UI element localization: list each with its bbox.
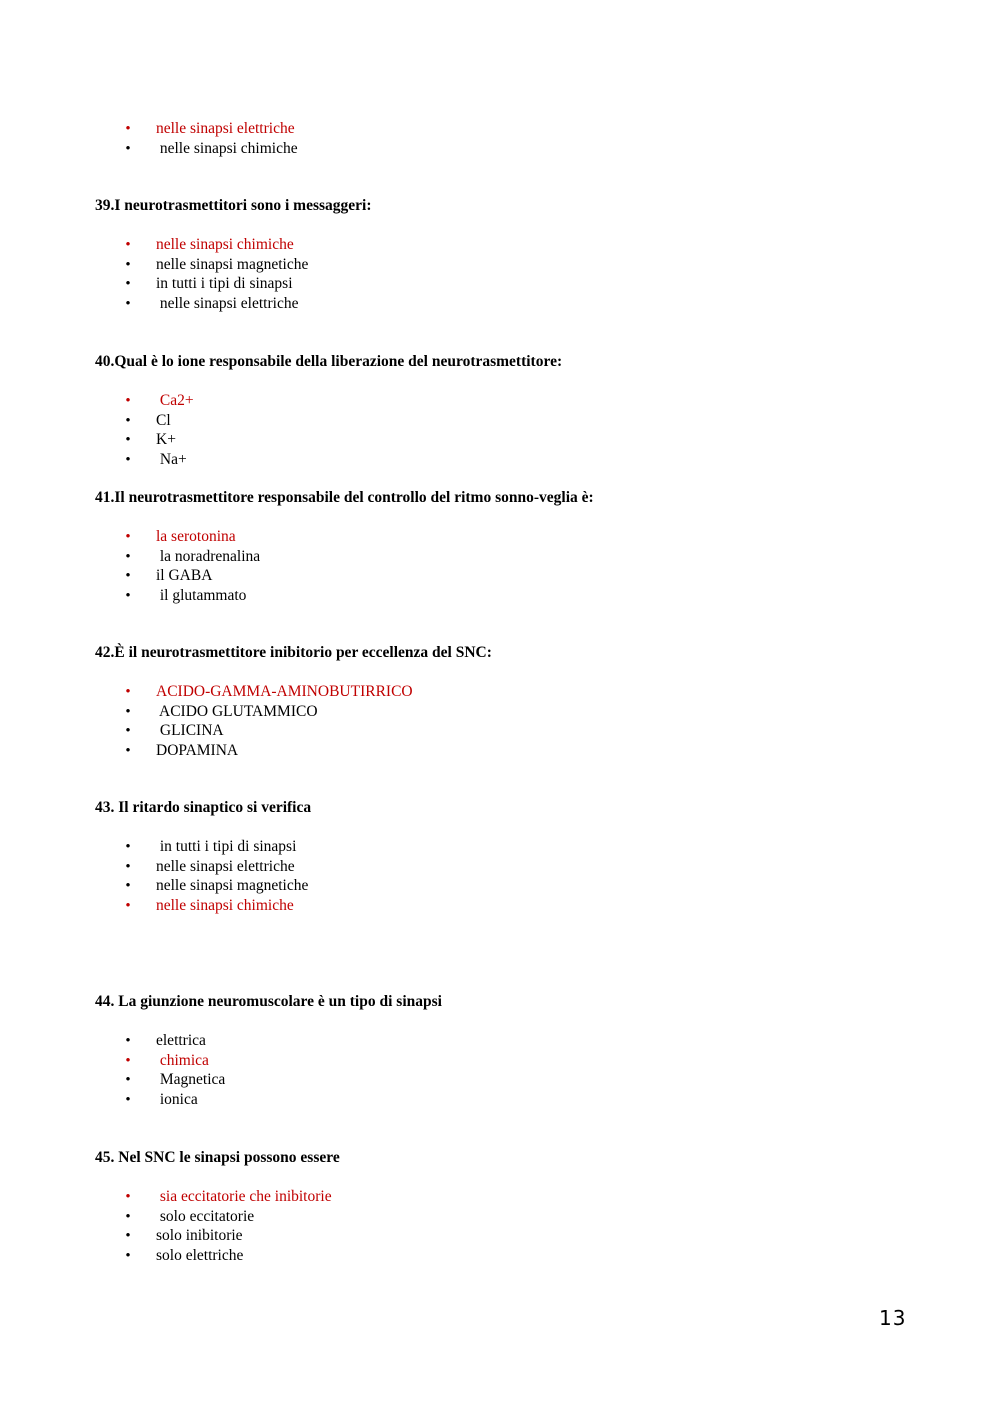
bullet-icon: • <box>125 587 131 604</box>
option-text: ionica <box>156 1090 198 1108</box>
bullet-icon: • <box>125 1208 131 1225</box>
bullet-icon: • <box>125 548 131 565</box>
bullet-icon: • <box>125 1228 131 1244</box>
option-text: solo eccitatorie <box>156 1207 255 1225</box>
bullet-icon: • <box>125 1052 131 1069</box>
bullet-icon: • <box>125 703 131 720</box>
bullet-icon: • <box>125 897 131 914</box>
page-number: 13 <box>879 1306 907 1330</box>
bullet-icon: • <box>125 568 131 584</box>
option-text: Na+ <box>156 450 187 468</box>
bullet-icon: • <box>125 529 131 545</box>
bullet-icon: • <box>125 295 131 312</box>
bullet-icon: • <box>125 140 131 157</box>
bullet-icon: • <box>125 723 131 739</box>
bullet-icon: • <box>125 276 131 292</box>
bullet-icon: • <box>125 1091 131 1108</box>
bullet-icon: • <box>125 878 131 894</box>
option-text: nelle sinapsi elettriche <box>156 294 299 312</box>
option-text: in tutti i tipi di sinapsi <box>156 838 297 855</box>
bullet-icon: • <box>125 256 131 273</box>
option-text: il glutammato <box>156 586 247 604</box>
bullet-icon: • <box>125 237 131 253</box>
option-text: GLICINA <box>156 722 224 739</box>
option-text: la serotonina <box>156 528 236 545</box>
option-text: Magnetica <box>156 1071 226 1088</box>
option-text: la noradrenalina <box>156 547 261 565</box>
bullet-icon: • <box>125 1033 131 1049</box>
question-title: 40.Qual è lo ione responsabile della liberazione del neurotrasmettitore: <box>95 353 563 370</box>
option-text: ACIDO-GAMMA-AMINOBUTIRRICO <box>156 683 413 700</box>
option-text: nelle sinapsi elettriche <box>156 857 295 875</box>
question-title: 42.È il neurotrasmettitore inibitorio per eccellenza del SNC: <box>95 644 492 661</box>
option-text: in tutti i tipi di sinapsi <box>156 275 293 292</box>
option-text: solo inibitorie <box>156 1227 243 1244</box>
option-text: K+ <box>156 431 176 448</box>
option-text: nelle sinapsi chimiche <box>156 236 294 253</box>
bullet-icon: • <box>125 412 131 429</box>
bullet-icon: • <box>125 1189 131 1205</box>
option-text: solo elettriche <box>156 1246 244 1264</box>
option-text: DOPAMINA <box>156 741 239 759</box>
option-text: Cl <box>156 411 171 429</box>
bullet-icon: • <box>125 393 131 409</box>
option-text: nelle sinapsi magnetiche <box>156 255 309 273</box>
question-title: 41.Il neurotrasmettitore responsabile del controllo del ritmo sonno-veglia è: <box>95 489 594 506</box>
question-title: 43. Il ritardo sinaptico si verifica <box>95 799 312 816</box>
option-text: il GABA <box>156 567 213 584</box>
bullet-icon: • <box>125 684 131 700</box>
option-text: chimica <box>156 1051 209 1069</box>
option-text: nelle sinapsi chimiche <box>156 896 294 914</box>
bullet-icon: • <box>125 451 131 468</box>
question-title: 45. Nel SNC le sinapsi possono essere <box>95 1149 340 1166</box>
bullet-icon: • <box>125 839 131 855</box>
option-text: ACIDO GLUTAMMICO <box>156 702 318 720</box>
bullet-icon: • <box>125 1247 131 1264</box>
bullet-icon: • <box>125 1072 131 1088</box>
option-text: nelle sinapsi elettriche <box>156 120 295 137</box>
bullet-icon: • <box>125 432 131 448</box>
option-text: nelle sinapsi chimiche <box>156 139 298 157</box>
bullet-icon: • <box>125 858 131 875</box>
option-text: nelle sinapsi magnetiche <box>156 877 309 894</box>
option-text: Ca2+ <box>156 392 194 409</box>
question-title: 39.I neurotrasmettitori sono i messaggeri: <box>95 197 372 214</box>
question-title: 44. La giunzione neuromuscolare è un tipo di sinapsi <box>95 993 442 1010</box>
bullet-icon: • <box>125 121 131 137</box>
bullet-icon: • <box>125 742 131 759</box>
option-text: elettrica <box>156 1032 206 1049</box>
option-text: sia eccitatorie che inibitorie <box>156 1188 332 1205</box>
